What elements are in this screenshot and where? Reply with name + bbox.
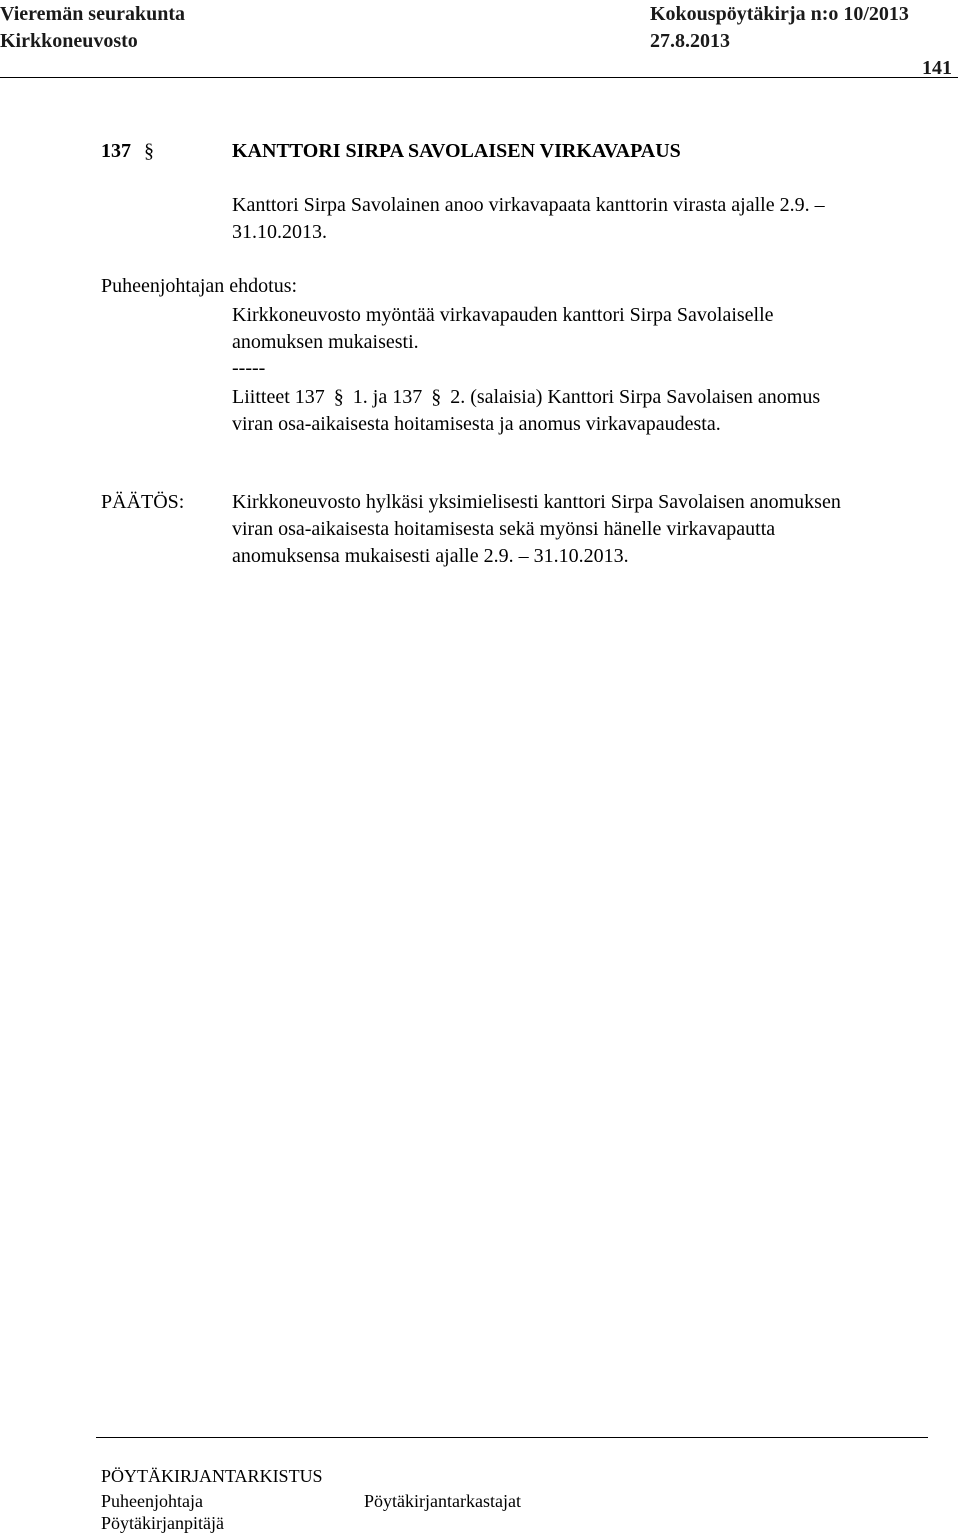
signature-chair: Puheenjohtaja	[101, 1491, 203, 1511]
signature-checkers: Pöytäkirjantarkastajat	[364, 1491, 521, 1511]
decision-line-1: Kirkkoneuvosto hylkäsi yksimielisesti kanttori Sirpa Savolaisen anomuksen	[232, 491, 841, 513]
section-title: KANTTORI SIRPA SAVOLAISEN VIRKAVAPAUS	[232, 140, 681, 162]
attachments-part-a: Liitteet 137	[232, 386, 325, 408]
paragraph-sign: §	[144, 140, 154, 162]
header-date: 27.8.2013	[650, 30, 730, 52]
paragraph-sign: §	[333, 386, 344, 408]
header-rule	[0, 77, 958, 78]
attachments-line-2: viran osa-aikaisesta hoitamisesta ja anomus virkavapaudesta.	[232, 413, 721, 435]
intro-line-2: 31.10.2013.	[232, 221, 327, 243]
proposal-label: Puheenjohtajan ehdotus:	[101, 275, 298, 297]
signature-title: PÖYTÄKIRJANTARKISTUS	[101, 1466, 323, 1486]
proposal-line-1: Kirkkoneuvosto myöntää virkavapauden kanttori Sirpa Savolaiselle	[232, 304, 774, 326]
paragraph-sign: §	[431, 386, 442, 408]
intro-line-1: Kanttori Sirpa Savolainen anoo virkavapaata kanttorin virasta ajalle 2.9. –	[232, 194, 825, 216]
header-minutes-number: Kokouspöytäkirja n:o 10/2013	[650, 3, 909, 25]
decision-line-2: viran osa-aikaisesta hoitamisesta sekä myönsi hänelle virkavapautta	[232, 518, 776, 540]
header-parish: Vieremän seurakunta	[0, 3, 185, 25]
signature-rule	[96, 1437, 928, 1438]
attachments-line	[232, 384, 820, 410]
proposal-separator: -----	[232, 357, 266, 379]
header-body: Kirkkoneuvosto	[0, 30, 138, 52]
attachments-part-b: 1. ja 137	[352, 386, 423, 408]
proposal-line-2: anomuksen mukaisesti.	[232, 331, 419, 353]
page-number: 141	[922, 57, 952, 79]
decision-label: PÄÄTÖS:	[101, 491, 185, 513]
signature-secretary: Pöytäkirjanpitäjä	[101, 1513, 224, 1533]
decision-line-3: anomuksensa mukaisesti ajalle 2.9. – 31.10.2013.	[232, 545, 629, 567]
attachments-part-c: 2. (salaisia) Kanttori Sirpa Savolaisen anomus	[450, 386, 821, 408]
section-number: 137	[101, 140, 131, 162]
